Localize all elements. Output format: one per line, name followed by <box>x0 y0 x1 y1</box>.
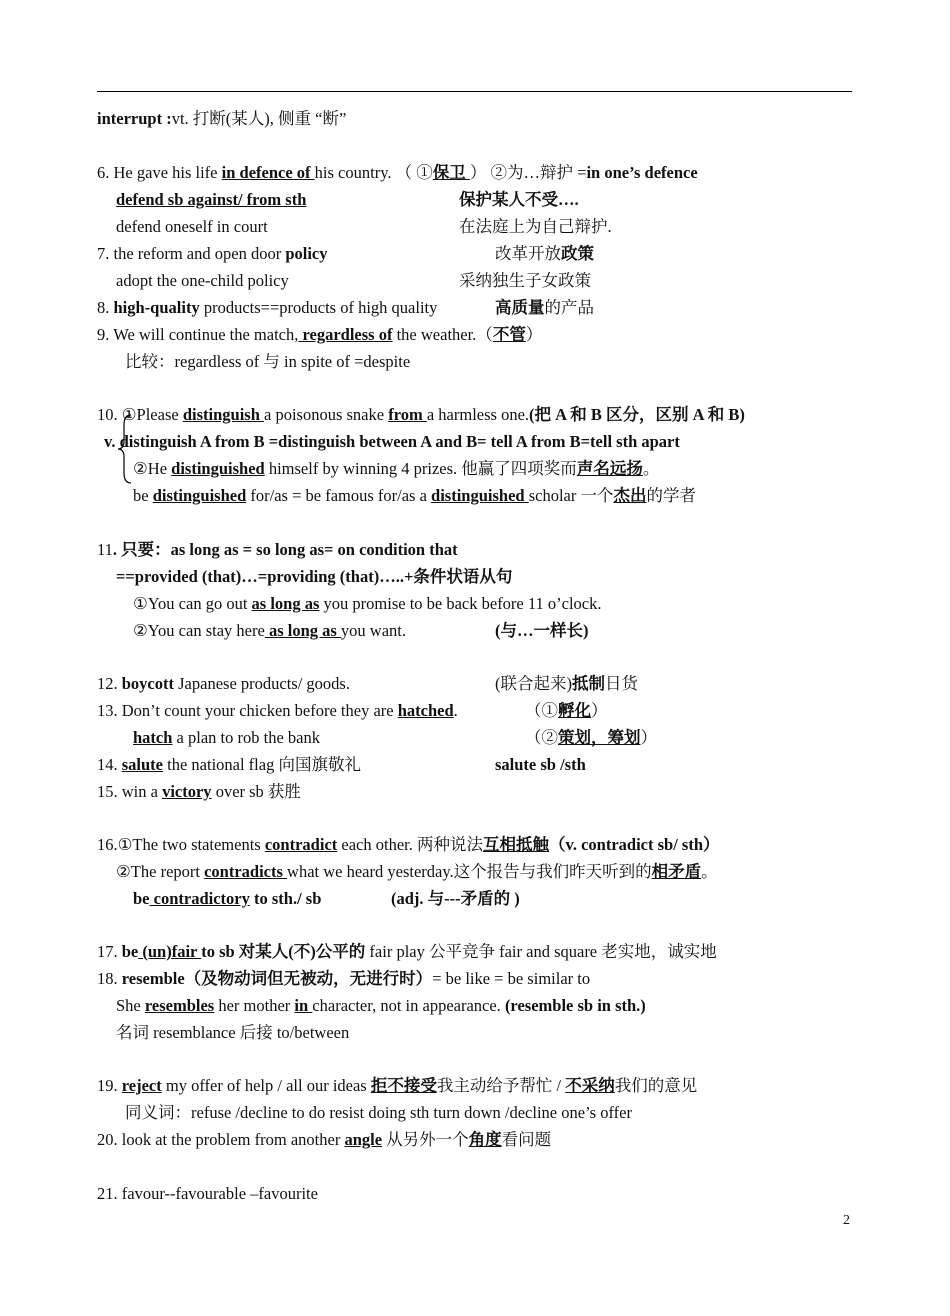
text: angle <box>344 1130 383 1149</box>
line-10 <box>97 405 745 425</box>
text: 高质量 <box>495 298 545 317</box>
line-9b <box>125 352 410 372</box>
text: hatch <box>133 728 173 747</box>
text: a poisonous snake <box>264 405 389 424</box>
text: 11 <box>97 540 113 559</box>
text: ②You can stay here <box>133 621 265 640</box>
text: 声名远扬 <box>576 459 643 478</box>
text: distinguished <box>431 486 529 505</box>
text: 8. <box>97 298 114 317</box>
line-11 <box>97 540 458 560</box>
text: the national flag 向国旗敬礼 <box>163 755 361 774</box>
text: 抵制 <box>572 674 605 693</box>
text: resembles <box>144 996 215 1015</box>
text: 的学者 <box>646 486 696 505</box>
line-16c-note <box>391 889 520 909</box>
text: resemble（及物动词但无被动，无进行时） <box>121 969 433 988</box>
text: salute <box>121 755 163 774</box>
text: in <box>294 996 313 1015</box>
text: 不管 <box>492 325 526 344</box>
text: you want. <box>340 621 406 640</box>
text: contradicts <box>204 862 288 881</box>
text: 孵化 <box>558 701 591 720</box>
term-distinguish: distinguish <box>182 405 264 424</box>
text: be <box>133 486 153 505</box>
text: 15. win a <box>97 782 163 801</box>
line-18c <box>116 1023 349 1043</box>
line-6b <box>116 190 306 210</box>
line-13b <box>133 728 320 748</box>
line-15 <box>97 782 301 802</box>
text: 19. <box>97 1076 122 1095</box>
text: 不采纳 <box>565 1076 615 1095</box>
text: boycott <box>121 674 174 693</box>
text: ） <box>525 325 543 344</box>
text: 。 <box>642 459 660 478</box>
text: ） <box>640 728 657 747</box>
text: . 只要：as long as = so long as= on condition that <box>112 540 458 559</box>
text: 在法庭上为自己辩护. <box>459 217 612 236</box>
line-7 <box>97 244 328 264</box>
text: ） ②为…辩护 = <box>469 163 587 182</box>
text: victory <box>162 782 212 801</box>
text: to sb 对某人(不)公平的 <box>201 942 366 961</box>
text: 采纳独生子女政策 <box>459 271 591 290</box>
line-16b <box>116 862 718 882</box>
line-14 <box>97 755 361 775</box>
text: She <box>116 996 145 1015</box>
text: . <box>453 701 458 720</box>
line-19 <box>97 1076 697 1096</box>
text: 改革开放 <box>495 244 561 263</box>
text: 16.①The two statements <box>97 835 265 854</box>
text: 相矛盾 <box>651 862 702 881</box>
text: 17. <box>97 942 122 961</box>
text: for/as = be famous for/as a <box>246 486 432 505</box>
header-rule <box>97 91 852 92</box>
term-in-defence-of: in defence of <box>221 163 315 182</box>
text: himself by winning 4 prizes. 他赢了四项奖而 <box>264 459 577 478</box>
term-defend-sb: defend sb against/ from sth <box>116 190 307 209</box>
text: distinguished <box>171 459 265 478</box>
text: 互相抵触 <box>482 835 549 854</box>
text: 名词 resemblance 后接 to/between <box>116 1023 350 1042</box>
text: 杰出 <box>613 486 647 505</box>
text: 同义词：refuse /decline to do resist doing sth turn down /decline one’s offer <box>125 1103 632 1122</box>
text: 日货 <box>605 674 638 693</box>
text: 12. <box>97 674 122 693</box>
term-interrupt: interrupt : <box>97 109 172 128</box>
text: 21. favour--favourable –favourite <box>97 1184 318 1203</box>
line-19b <box>125 1103 632 1123</box>
text: (与…一样长) <box>495 621 589 640</box>
text: v. <box>104 432 120 451</box>
line-6c-cn <box>459 217 612 237</box>
text: what we heard yesterday.这个报告与我们昨天听到的 <box>287 862 652 881</box>
text: reject <box>121 1076 162 1095</box>
term-high-quality: high-quality <box>113 298 200 317</box>
line-12-cn <box>495 674 638 694</box>
text: over sb 获胜 <box>211 782 301 801</box>
text: 我主动给予帮忙 / <box>436 1076 566 1095</box>
line-6b-cn <box>459 190 579 210</box>
text: hatched <box>397 701 454 720</box>
term-in-ones-defence: in one’s defence <box>586 163 698 182</box>
text: 20. look at the problem from another <box>97 1130 345 1149</box>
text: distinguish A from B =distinguish between A and B= tell A from B=tell sth apart <box>119 432 680 451</box>
text: 从另外一个 <box>382 1130 469 1149</box>
text: as long as <box>264 621 341 640</box>
line-8-cn <box>495 298 594 318</box>
line-21 <box>97 1184 318 1204</box>
text: 。 <box>701 862 718 881</box>
text: 18. <box>97 969 122 988</box>
text: scholar 一个 <box>528 486 614 505</box>
text: products==products of high quality <box>199 298 438 317</box>
text: a plan to rob the bank <box>172 728 320 747</box>
text: fair play 公平竞争 fair and square 老实地，诚实地 <box>365 942 717 961</box>
line-7-cn <box>495 244 594 264</box>
text: the weather.（ <box>392 325 493 344</box>
line-20 <box>97 1130 551 1150</box>
text: ==provided (that)…=providing (that)…..+条件状语从句 <box>116 567 513 586</box>
text: as long as <box>251 594 320 613</box>
page-number: 2 <box>843 1213 850 1228</box>
text: each other. 两种说法 <box>337 835 483 854</box>
line-11d <box>133 621 406 641</box>
text: 保护某人不受…. <box>459 190 579 209</box>
line-13b-cn <box>525 728 657 748</box>
line-13 <box>97 701 458 721</box>
text: (un)fair <box>138 942 202 961</box>
text: contradict <box>264 835 338 854</box>
line-18 <box>97 969 590 989</box>
line-7b <box>116 271 289 291</box>
text: defend oneself in court <box>116 217 268 236</box>
text: （① <box>525 701 558 720</box>
text: 政策 <box>561 244 594 263</box>
line-11c <box>133 594 602 614</box>
definition: vt. 打断(某人), 侧重 “断” <box>171 109 347 128</box>
line-11d-note <box>495 621 589 641</box>
text: 7. the reform and open door <box>97 244 286 263</box>
term-regardless-of: regardless of <box>298 325 393 344</box>
text: you promise to be back before 11 o’clock. <box>319 594 602 613</box>
text: be <box>133 889 150 908</box>
text: character, not in appearance. <box>312 996 505 1015</box>
text: 我们的意见 <box>614 1076 698 1095</box>
text: (联合起来) <box>495 674 572 693</box>
text: 拒不接受 <box>370 1076 437 1095</box>
line-14-right <box>495 755 586 775</box>
text: salute sb /sth <box>495 755 586 774</box>
line-6c <box>116 217 268 237</box>
text: my offer of help / all our ideas <box>161 1076 371 1095</box>
line-interrupt <box>97 109 346 129</box>
line-6 <box>97 163 698 183</box>
text: （② <box>525 728 558 747</box>
text: 13. Don’t count your chicken before they are <box>97 701 398 720</box>
line-17 <box>97 942 717 962</box>
line-10c <box>133 459 659 479</box>
text: = be like = be similar to <box>432 969 591 988</box>
term-policy: policy <box>285 244 328 263</box>
text: (adj. 与---矛盾的 ) <box>391 889 520 908</box>
line-10b <box>104 432 680 452</box>
line-8 <box>97 298 437 318</box>
text: 比较：regardless of 与 in spite of =despite <box>125 352 411 371</box>
text: her mother <box>214 996 295 1015</box>
line-10d <box>133 486 696 506</box>
line-16 <box>97 835 720 855</box>
line-7b-cn <box>459 271 591 291</box>
text: ） <box>591 701 608 720</box>
text: from <box>388 405 427 424</box>
text: (把 A 和 B 区分，区别 A 和 B) <box>529 405 745 424</box>
text: 看问题 <box>501 1130 552 1149</box>
line-16c <box>133 889 321 909</box>
text: his country. （ ① <box>314 163 433 182</box>
text: 策划，筹划 <box>558 728 641 747</box>
text: contradictory <box>149 889 250 908</box>
text: (resemble sb in sth.) <box>504 996 646 1015</box>
text: （v. contradict sb/ sth） <box>548 835 720 854</box>
text: a harmless one. <box>426 405 530 424</box>
text: to sth./ sb <box>249 889 322 908</box>
text: ②He <box>133 459 172 478</box>
line-12 <box>97 674 350 694</box>
text: distinguished <box>152 486 247 505</box>
text: ①You can go out <box>133 594 252 613</box>
text: 14. <box>97 755 122 774</box>
line-13-cn <box>525 701 608 721</box>
text: Japanese products/ goods. <box>174 674 350 693</box>
text: 10. ①Please <box>97 405 183 424</box>
term-baowei: 保卫 <box>432 163 470 182</box>
line-9 <box>97 325 542 345</box>
text: adopt the one-child policy <box>116 271 289 290</box>
text: 6. He gave his life <box>97 163 222 182</box>
text: 的产品 <box>544 298 594 317</box>
line-18b <box>116 996 646 1016</box>
text: 角度 <box>468 1130 502 1149</box>
text: be <box>121 942 139 961</box>
text: ②The report <box>116 862 205 881</box>
text: 9. We will continue the match, <box>97 325 299 344</box>
line-11b <box>116 567 512 587</box>
